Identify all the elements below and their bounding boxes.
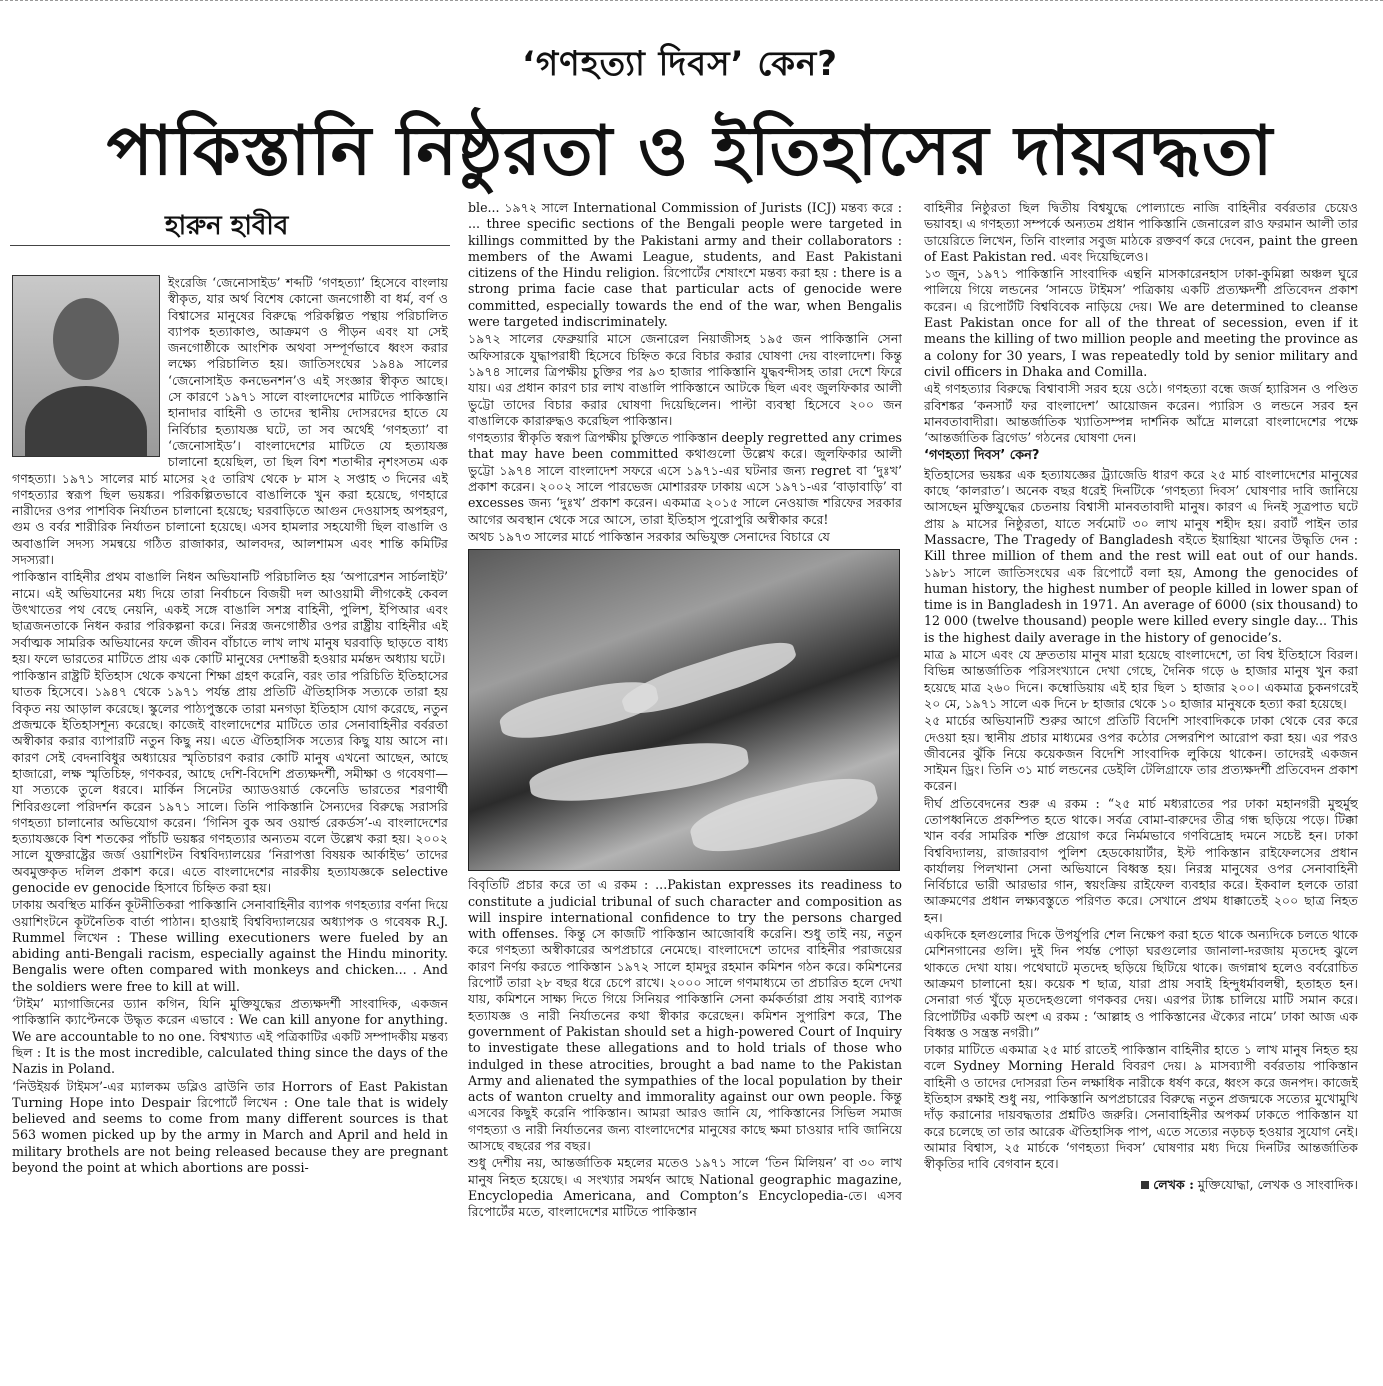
paragraph: শুধু দেশীয় নয়, আন্তর্জাতিক মহলের মতেও ১৯৭১ সালে ‘তিন মিলিয়ন’ বা ৩০ লাখ মানুষ নিহত হয়েছে। এ সংখ্যার সমর্থন আছে National geographic magazine, Encyclopedia Americana, and Compton’s Encyclopedia-তে। এসব রিপোর্টের মতে, বাংলাদেশের মাটিতে পাকিস্তান bbox=[468, 1155, 902, 1220]
paragraph: ‘নিউইয়র্ক টাইমস’-এর ম্যালকম ডব্লিও ব্রাউনি তার Horrors of East Pakistan Turning Hope into Despair রিপোর্টে লিখেন : One tale that is widely believed and seems to come from many different sources is that 563 women picked up by the army in March and April and held in military brothels are not being released because they are pregnant beyond the point at which abortions are possi- bbox=[12, 1078, 448, 1176]
paragraph: অথচ ১৯৭৩ সালের মার্চে পাকিস্তান সরকার অভিযুক্ত সেনাদের বিচারে যে bbox=[468, 528, 830, 544]
column-2 bbox=[468, 200, 902, 1380]
signoff-text: মুক্তিযোদ্ধা, লেখক ও সাংবাদিক। bbox=[1197, 1176, 1358, 1192]
headline: পাকিস্তানি নিষ্ঠুরতা ও ইতিহাসের দায়বদ্ধতা bbox=[106, 112, 1274, 191]
square-bullet-icon bbox=[1141, 1181, 1149, 1189]
paragraph: পাকিস্তান বাহিনীর প্রথম বাঙালি নিধন অভিযানটি পরিচালিত হয় ‘অপারেশন সার্চলাইট’ নামে। এই অভিযানের মধ্য দিয়ে তারা নির্বাচনে বিজয়ী দল আওয়ামী লীগকেই কেবল উৎখাতের পথ বেছে নেয়নি, একই সঙ্গে বাঙালি সশস্ত্র বাহিনী, পুলিশ, ইপিআর এবং ছাত্রজনতাকে নিধন করার পরিকল্পনা করে। নিরস্ত্র জনগোষ্ঠীর ওপর রাষ্ট্রীয় বাহিনীর এই সর্বাত্মক সামরিক অভিযানের ফলে জীবন বাঁচাতে লাখ লাখ মানুষ ঘরবাড়ি ছাড়তে বাধ্য হয়। ফলে ভারতের মাটিতে প্রায় এক কোটি মানুষের দেশান্তরী হওয়ার মর্মন্তদ অধ্যায় ঘটে। bbox=[12, 569, 448, 666]
author-signoff bbox=[924, 1177, 1358, 1193]
paragraph: মাত্র ৯ মাসে এবং যে দ্রুততায় মানুষ মারা হয়েছে বাংলাদেশে, তা বিশ্ব ইতিহাসে বিরল। বিভিন্ন আন্তর্জাতিক পরিসংখ্যানে দেখা গেছে, দৈনিক গড়ে ৬ হাজার মানুষ খুন করা হয়েছে মাত্র ২৬০ দিনে। কম্বোডিয়ায় এই হার ছিল ১ হাজার ২০০। একমাত্র চুকনগরেই ২০ মে, ১৯৭১ সালে এক দিনে ৮ হাজার থেকে ১০ হাজার মানুষকে হত্যা করা হয়েছে। bbox=[924, 647, 1358, 711]
byline-rule bbox=[10, 245, 450, 246]
column-1 bbox=[12, 275, 448, 1380]
paragraph: ble... ১৯৭২ সালে International Commission of Jurists (ICJ) মন্তব্য করে : ... three specific sections of the Bengali people were targeted in killings committed by the Pakistani army and their collaborators : members of the Awami League, students, and East Pakistani citizens of the Hindu religion. রিপোর্টের শেষাংশে মন্তব্য করা হয় : there is a strong prima facie case that particular acts of genocide were committed, especially towards the end of the war, when Bengalis were targeted indiscriminately. bbox=[468, 200, 902, 330]
paragraph: এই গণহত্যার বিরুদ্ধে বিশ্বাবাসী সরব হয়ে ওঠে। গণহত্যা বন্ধে জর্জ হ্যারিসন ও পণ্ডিত রবিশঙ্কর ‘কনসার্ট ফর বাংলাদেশ’ আয়োজন করেন। প্যারিস ও লন্ডনে সরব হন মানবতাবাদীরা। আন্তর্জাতিক খ্যাতিসম্পন্ন দার্শনিক আঁদ্রে মালরো বাংলাদেশের পক্ষে ‘আন্তর্জাতিক ব্রিগেড’ গঠনের ঘোষণা দেন। bbox=[924, 381, 1358, 446]
top-divider bbox=[0, 0, 1383, 5]
paragraph: ঢাকার মাটিতে একমাত্র ২৫ মার্চ রাতেই পাকিস্তান বাহিনীর হাতে ১ লাখ মানুষ নিহত হয় বলে Sydney Morning Herald বিবরণ দেয়। ৯ মাসব্যাপী বর্বরতায় পাকিস্তান বাহিনী ও তাদের দোসররা তিন লক্ষাধিক নারীকে ধর্ষণ করে, ধ্বংস করে জনপদ। কাজেই ইতিহাস রক্ষাই শুধু নয়, পাকিস্তানি অপপ্রচারের বিরুদ্ধে নতুন প্রজন্মকে সত্যের মুখোমুখি দাঁড় করানোর দায়বদ্ধতার প্রশ্নটিও জরুরি। সেনাবাহিনীর অপকর্ম ঢাকতে পাকিস্তান যা করে চলেছে তা তার আরেক ঐতিহাসিক পাপ, এতে সত্যের নড়চড় হওয়ার সুযোগ নেই। আমার বিশ্বাস, ২৫ মার্চকে ‘গণহত্যা দিবস’ ঘোষণার মধ্য দিয়ে দিনটির আন্তর্জাতিক স্বীকৃতির দাবি বেগবান হবে। bbox=[924, 1042, 1358, 1172]
kicker-title: ‘গণহত্যা দিবস’ কেন? bbox=[521, 44, 838, 84]
paragraph: গণহত্যার স্বীকৃতি স্বরূপ ত্রিপক্ষীয় চুক্তিতে পাকিস্তান deeply regretted any crimes that may have been committed কথাগুলো উল্লেখ করে। জুলফিকার আলী ভুট্টো ১৯৭৪ সালে বাংলাদেশ সফরে এসে ১৯৭১-এর ঘটনার জন্য regret বা ‘দুঃখ’ প্রকাশ করেন। ২০০২ সালে পারভেজ মোশাররফ ঢাকায় এসে ১৯৭১-এর ‘বাড়াবাড়ি’ বা excesses জন্য ‘দুঃখ’ প্রকাশ করেন। একমাত্র ২০১৫ সালে নেওয়াজ শরিফের সরকার আগের অবস্থান থেকে সরে আসে, তারা ইতিহাস পুরোপুরি অস্বীকার করে! bbox=[468, 430, 902, 527]
signoff-label: লেখক : bbox=[1153, 1176, 1194, 1192]
column-3 bbox=[924, 200, 1358, 1380]
paragraph: পাকিস্তান রাষ্ট্রটি ইতিহাস থেকে কখনো শিক্ষা গ্রহণ করেনি, বরং তার পরিচিতি ইতিহাসের ঘাতক হিসেবে। ১৯৪৭ থেকে ১৯৭১ পর্যন্ত প্রায় প্রতিটি ঐতিহাসিক সত্যকে তারা হয় বিকৃত নয় আড়াল করেছে। স্কুলের পাঠ্যপুস্তকে তারা মনগড়া ইতিহাস যোগ করেছে, নতুন প্রজন্মকে ইতিহাসশূন্য করেছে। কাজেই বাংলাদেশের মাটিতে তার সেনাবাহিনীর বর্বরতা অস্বীকার করার ব্যাপারটি নতুন কিছু নয়। এতে ঐতিহাসিক সত্যের কিছু যায় আসে না। কারণ সেই বেদনাবিধুর অধ্যায়ের স্মৃতিচারণ করার কোটি মানুষ এখনো আছেন, আছে হাজারো, লক্ষ স্মৃতিচিহ্ন, গণকবর, আছে দেশি-বিদেশি প্রত্যক্ষদর্শী, সমীক্ষা ও গবেষণা— যা সত্যকে তুলে ধরবে। মার্কিন সিনেটর অ্যাডওয়ার্ড কেনেডি ভারতের শরণার্থী শিবিরগুলো পরিদর্শন করেন ১৯৭১ সালে। তিনি পাকিস্তানি সৈন্যদের বিরুদ্ধে সরাসরি গণহত্যা চালানোর অভিযোগ করেন। ‘গিনিস বুক অব ওয়ার্ল্ড রেকর্ডস’-এ বাংলাদেশের হত্যাযজ্ঞকে বিশ শতকের পাঁচটি ভয়ঙ্কর গণহত্যার অন্যতম বলে উল্লেখ করা হয়। ২০০২ সালে যুক্তরাষ্ট্রের জর্জ ওয়াশিংটন বিশ্ববিদ্যালয়ের ‘নিরাপত্তা বিষয়ক আর্কাইভ’ তাদের অবমুক্তকৃত দলিল প্রকাশ করে। এতে বাংলাদেশের নারকীয় হত্যাযজ্ঞকে selective genocide ev genocide হিসাবে চিহ্নিত করা হয়। bbox=[12, 668, 448, 895]
paragraph: ইংরেজি ‘জেনোসাইড’ শব্দটি ‘গণহত্যা’ হিসেবে বাংলায় স্বীকৃত, যার অর্থ বিশেষ কোনো জনগোষ্ঠী বা ধর্ম, বর্ণ ও বিশ্বাসের মানুষের বিরুদ্ধে পরিকল্পিত পন্থায় পরিচালিত ব্যাপক হত্যাকাণ্ড, আক্রমণ ও পীড়ন এবং যা সেই জনগোষ্ঠীকে আংশিক অথবা সম্পূর্ণভাবে ধ্বংস করার লক্ষ্যে পরিচালিত হয়। জাতিসংঘের ১৯৪৯ সালের ‘জেনোসাইড কনভেনশন’ও এই সংজ্ঞার স্বীকৃত আছে। সে কারণে ১৯৭১ সালে বাংলাদেশের মাটিতে পাকিস্তানি হানাদার বাহিনী ও তাদের স্থানীয় দোসরদের হাতে যে নির্বিচার হত্যাযজ্ঞ ঘটে, তা সব অর্থেই ‘গণহত্যা’ বা ‘জেনোসাইড’। বাংলাদেশের মাটিতে যে হত্যাযজ্ঞ চালানো হয়েছিল, তা ছিল বিশ শতাব্দীর নৃশংসতম এক গণহত্যা। ১৯৭১ সালের মার্চ মাসের ২৫ তারিখ থেকে ৮ মাস ২ সপ্তাহ ৩ দিনের এই গণহত্যার স্বরূপ ছিল ভয়ঙ্কর। পরিকল্পিতভাবে বাঙালিকে খুন করা হয়েছে, গণহারে নারীদের ওপর পাশবিক নির্যাতন চালানো হয়েছে; ঘরবাড়িতে আগুন দেওয়াসহ অপহরণ, গুম ও বর্বর শারীরিক নির্যাতন চালানো হয়েছে। এসব হামলার সহযোগী ছিল বাঙালি ও অবাঙালি সদস্য সমন্বয়ে গঠিত রাজাকার, আলবদর, আলশামস এবং শান্তি কমিটির সদস্যরা। bbox=[12, 275, 448, 568]
paragraph: ‘টাইম’ ম্যাগাজিনের ড্যান কগিন, যিনি মুক্তিযুদ্ধের প্রত্যক্ষদর্শী সাংবাদিক, একজন পাকিস্তানি ক্যাপ্টেনকে উদ্ধৃত করেন এভাবে : We can kill anyone for anything. We are accountable to no one. বিশ্বখ্যাত এই পত্রিকাটির একটি সম্পাদকীয় মন্তব্য ছিল : It is the most incredible, calculated thing since the days of the Nazis in Poland. bbox=[12, 996, 448, 1077]
section-subhead: ‘গণহত্যা দিবস’ কেন? bbox=[924, 448, 1040, 464]
paragraph: ২৫ মার্চের অভিযানটি শুরুর আগে প্রতিটি বিদেশি সাংবাদিককে ঢাকা থেকে বের করে দেওয়া হয়। স্থানীয় প্রচার মাধ্যমের ওপর কঠোর সেন্সরশিপ আরোপ করা হয়। এর পরও জীবনের ঝুঁকি নিয়ে কয়েকজন বিদেশি সাংবাদিক লুকিয়ে থাকেন। তাদেরই একজন সাইমন ড্রিং। তিনি ৩১ মার্চ লন্ডনের ডেইলি টেলিগ্রাফে তার প্রত্যক্ষদর্শী প্রতিবেদন প্রকাশ করেন। bbox=[924, 713, 1358, 794]
archival-photo bbox=[468, 549, 900, 871]
paragraph: ১৯৭২ সালের ফেব্রুয়ারি মাসে জেনারেল নিয়াজীসহ ১৯৫ জন পাকিস্তানি সেনা অফিসারকে যুদ্ধাপরাধী হিসেবে চিহ্নিত করে বিচার করার ঘোষণা দেয় বাংলাদেশ। কিন্তু ১৯৭৪ সালের ত্রিপক্ষীয় চুক্তির পর ৯৩ হাজার পাকিস্তানি যুদ্ধবন্দীসহ তারা দেশে ফিরে যায়। এর প্রধান কারণ চার লাখ বাঙালি পাকিস্তানে আটকে ছিল এবং জুলফিকার আলী ভুট্টো তাদের বিচার করার ঘোষণা দিয়েছিলেন। পাল্টা ব্যবস্থা হিসেবে ২০০ জন বাঙালিকে কারারুদ্ধও করেছিল পাকিস্তান। bbox=[468, 331, 902, 428]
author-photo bbox=[12, 275, 160, 457]
byline: হারুন হাবীব bbox=[165, 211, 289, 241]
paragraph: একদিকে হলগুলোর দিকে উপর্যুপরি শেল নিক্ষেপ করা হতে থাকে অন্যদিকে চলতে থাকে মেশিনগানের গুলি। দুই দিন পর্যন্ত পোড়া ঘরগুলোর জানালা-দরজায় মৃতদেহ ঝুলে থাকতে দেখা যায়। পথেঘাটে মৃতদেহ ছড়িয়ে ছিটিয়ে থাকে। জগন্নাথ হলেও বর্বরোচিত আক্রমণ চালানো হয়। কয়েক শ ছাত্র, যারা প্রায় সবাই হিন্দুধর্মাবলম্বী, হতাহত হন। সেনারা গর্ত খুঁড়ে মৃতদেহগুলো গণকবর দেয়। এরপর ট্যাঙ্ক চালিয়ে মাটি সমান করে। রিপোর্টটির একটি অংশ এ রকম : ‘আল্লাহ ও পাকিস্তানের ঐক্যের নামে’ ঢাকা আজ এক বিধ্বস্ত ও সন্ত্রস্ত নগরী।” bbox=[924, 927, 1358, 1040]
paragraph: দীর্ঘ প্রতিবেদনের শুরু এ রকম : “২৫ মার্চ মধ্যরাতের পর ঢাকা মহানগরী মুহুর্মুহু তোপধ্বনিতে প্রকম্পিত হতে থাকে। সর্বত্র বোমা-বারুদের তীব্র গন্ধ ছড়িয়ে পড়ে। টিক্কা খান বর্বর সামরিক শক্তি প্রয়োগ করে নির্মমভাবে গণবিদ্রোহ দমনে সচেষ্ট হন। ঢাকা বিশ্ববিদ্যালয়, রাজারবাগ পুলিশ হেডকোয়ার্টার, ইস্ট পাকিস্তান রাইফেলসের প্রধান কার্যালয় পিলখানা সেনা অভিযানে বিধ্বস্ত হয়। নিরস্ত্র মানুষের ওপর সেনাবাহিনী নির্বিচারে ভারী আরভার গান, স্বয়ংক্রিয় রাইফেল ব্যবহার করে। ইকবাল হলকে তারা আক্রমণের প্রধান লক্ষ্যবস্তুতে পরিণত করে। সেখানে প্রথম ধাক্কাতেই ২০০ ছাত্র নিহত হন। bbox=[924, 795, 1358, 925]
paragraph: ঢাকায় অবস্থিত মার্কিন কূটনীতিকরা পাকিস্তানি সেনাবাহিনীর ব্যাপক গণহত্যার বর্ণনা দিয়ে ওয়াশিংটনে কূটনৈতিক বার্তা পাঠান। হাওয়াই বিশ্ববিদ্যালয়ের অধ্যাপক ও গবেষক R.J. Rummel লিখেন : These willing executioners were fueled by an abiding anti-Bengali racism, especially against the Hindu minority. Bengalis were often compared with monkeys and chicken... . And the soldiers were free to kill at will. bbox=[12, 897, 448, 994]
paragraph: বিবৃতিটি প্রচার করে তা এ রকম : ...Pakistan expresses its readiness to constitute a judicial tribunal of such character and composition as will inspire international confidence to try the persons charged with offenses. কিন্তু সে কাজটি পাকিস্তান আজোবধি করেনি। শুধু তাই নয়, নতুন করে গণহত্যা অস্বীকারের অপপ্রচারে নেমেছে। বাংলাদেশে তাদের বাহিনীর পরাজয়ের কারণ নির্ণয় করতে পাকিস্তান ১৯৭২ সালে হামদুর রহমান কমিশন গঠন করে। কমিশনের রিপোর্ট তারা ২৮ বছর ধরে চেপে রাখে। ২০০০ সালে গণমাধ্যমে তা প্রচারিত হলে দেখা যায়, কমিশনে সাক্ষ্য দিতে গিয়ে সিনিয়র পাকিস্তানি সেনা কর্মকর্তারা প্রায় সবাই ব্যাপক হত্যাযজ্ঞ ও নারী নির্যাতনের কথা স্বীকার করেছেন। কমিশন সুপারিশ করে, The government of Pakistan should set a high-powered Court of Inquiry to investigate these allegations and to hold trials of those who indulged in these atrocities, brought a bad name to the Pakistan Army and alienated the sympathies of the local population by their acts of wanton cruelty and immorality against our own people. কিন্তু এসবের কিছুই করেনি পাকিস্তান। আমরা আরও জানি যে, পাকিস্তানের সিভিল সমাজ গণহত্যা ও নারী নির্যাতনের জন্য বাংলাদেশের মানুষের কাছে ক্ষমা চাওয়ার দাবি জানিয়ে আসছে বছরের পর বছর। bbox=[468, 877, 902, 1153]
paragraph: ১৩ জুন, ১৯৭১ পাকিস্তানি সাংবাদিক এন্থনি মাসকারেনহাস ঢাকা-কুমিল্লা অঞ্চল ঘুরে পালিয়ে গিয়ে লন্ডনের ‘সানডে টাইমস’ পত্রিকায় একটি প্রত্যক্ষদর্শী প্রতিবেদন প্রকাশ করেন। এ রিপোর্টটি বিশ্ববিবেক নাড়িয়ে দেয়। We are determined to cleanse East Pakistan once for all of the threat of secession, even if it means the killing of two million people and meeting the province as a colony for 30 years, I was repeatedly told by senior military and civil officers in Dhaka and Comilla. bbox=[924, 266, 1358, 379]
paragraph: বাহিনীর নিষ্ঠুরতা ছিল দ্বিতীয় বিশ্বযুদ্ধে পোল্যান্ডে নাজি বাহিনীর বর্বরতার চেয়েও ভয়াবহ। এ গণহত্যা সম্পর্কে অন্যতম প্রধান পাকিস্তানি জেনারেল রাও ফরমান আলী তার ডায়েরিতে লিখেন, তিনি বাংলার সবুজ মাঠকে রক্তবর্ণ করে দেবেন, paint the green of East Pakistan red. এবং দিয়েছিলেও। bbox=[924, 200, 1358, 264]
paragraph: ইতিহাসের ভয়ঙ্কর এক হত্যাযজ্ঞের ট্র্যাজেডি ধারণ করে ২৫ মার্চ বাংলাদেশের মানুষের কাছে ‘কালরাত’। অনেক বছর ধরেই দিনটিকে ‘গণহত্যা দিবস’ ঘোষণার দাবি জানিয়ে আসছেন মুক্তিযুদ্ধের চেতনায় বিশ্বাসী মানবতাবাদী মানুষ। কারণ এ দিনই সূত্রপাত ঘটে প্রায় ৯ মাসের নিষ্ঠুরতা, যাতে সর্বমোট ৩০ লাখ মানুষ শহীদ হয়। রবার্ট পাইন তার Massacre, The Tragedy of Bangladesh বইতে ইয়াহিয়া খানের উদ্ধৃতি দেন : Kill three million of them and the rest will eat out of our hands. ১৯৮১ সালে জাতিসংঘের এক রিপোর্টে বলা হয়, Among the genocides of human history, the highest number of people killed in lower span of time is in Bangladesh in 1971. An average of 6000 (six thousand) to 12 000 (twelve thousand) people were killed every single day... This is the highest daily average in the history of genocide’s. bbox=[924, 466, 1358, 645]
